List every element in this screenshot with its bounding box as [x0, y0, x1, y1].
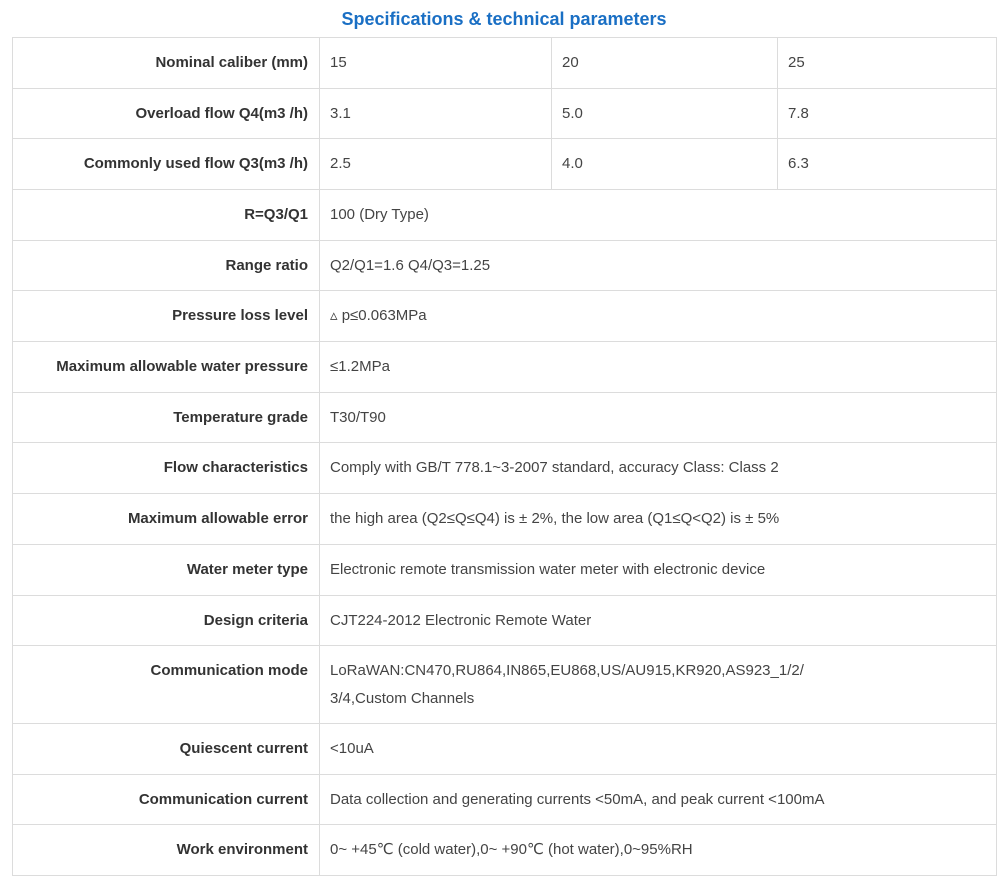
cell-value-line: LoRaWAN:CN470,RU864,IN865,EU868,US/AU915,KR920,AS923_1/2/ — [330, 662, 804, 679]
cell-value: 4.0 — [552, 139, 778, 190]
spec-table — [12, 37, 997, 876]
row-label: Water meter type — [13, 545, 320, 596]
row-label: Work environment — [13, 825, 320, 876]
table-row — [13, 89, 997, 139]
table-row — [13, 443, 997, 494]
cell-value: Data collection and generating currents <50mA, and peak current <100mA — [320, 775, 997, 825]
row-label: R=Q3/Q1 — [13, 190, 320, 241]
cell-value: 15 — [320, 38, 552, 89]
row-label: Nominal caliber (mm) — [13, 38, 320, 89]
row-label: Communication current — [13, 775, 320, 825]
cell-value: Electronic remote transmission water meter with electronic device — [320, 545, 997, 596]
cell-value: 7.8 — [778, 89, 997, 139]
cell-value: 5.0 — [552, 89, 778, 139]
cell-value: 0~ +45℃ (cold water),0~ +90℃ (hot water),0~95%RH — [320, 825, 997, 876]
table-row — [13, 724, 997, 775]
table-row — [13, 646, 997, 724]
table-row — [13, 342, 997, 393]
cell-value: <10uA — [320, 724, 997, 775]
cell-value: 3.1 — [320, 89, 552, 139]
table-row — [13, 139, 997, 190]
row-label: Pressure loss level — [13, 291, 320, 342]
cell-value: Q2/Q1=1.6 Q4/Q3=1.25 — [320, 241, 997, 291]
cell-value: 2.5 — [320, 139, 552, 190]
cell-value — [320, 646, 997, 724]
table-row — [13, 190, 997, 241]
table-row — [13, 291, 997, 342]
table-row — [13, 825, 997, 876]
cell-value: 25 — [778, 38, 997, 89]
page-title: Specifications & technical parameters — [341, 9, 667, 29]
table-row — [13, 38, 997, 89]
cell-value: ≤1.2MPa — [320, 342, 997, 393]
cell-value: the high area (Q2≤Q≤Q4) is ± 2%, the low area (Q1≤Q<Q2) is ± 5% — [320, 494, 997, 545]
table-row — [13, 393, 997, 443]
row-label: Overload flow Q4(m3 /h) — [13, 89, 320, 139]
cell-value: 6.3 — [778, 139, 997, 190]
row-label: Flow characteristics — [13, 443, 320, 494]
table-row — [13, 545, 997, 596]
cell-value: 100 (Dry Type) — [320, 190, 997, 241]
row-label: Range ratio — [13, 241, 320, 291]
table-row — [13, 494, 997, 545]
cell-value: Comply with GB/T 778.1~3-2007 standard, accuracy Class: Class 2 — [320, 443, 997, 494]
table-row — [13, 775, 997, 825]
row-label: Temperature grade — [13, 393, 320, 443]
row-label: Maximum allowable water pressure — [13, 342, 320, 393]
table-row — [13, 241, 997, 291]
table-row — [13, 596, 997, 646]
row-label: Commonly used flow Q3(m3 /h) — [13, 139, 320, 190]
cell-value: ▵ p≤0.063MPa — [320, 291, 997, 342]
cell-value: CJT224-2012 Electronic Remote Water — [320, 596, 997, 646]
row-label: Maximum allowable error — [13, 494, 320, 545]
cell-value-line: 3/4,Custom Channels — [330, 690, 475, 707]
cell-value: T30/T90 — [320, 393, 997, 443]
row-label: Communication mode — [13, 646, 320, 724]
cell-value: 20 — [552, 38, 778, 89]
row-label: Design criteria — [13, 596, 320, 646]
row-label: Quiescent current — [13, 724, 320, 775]
